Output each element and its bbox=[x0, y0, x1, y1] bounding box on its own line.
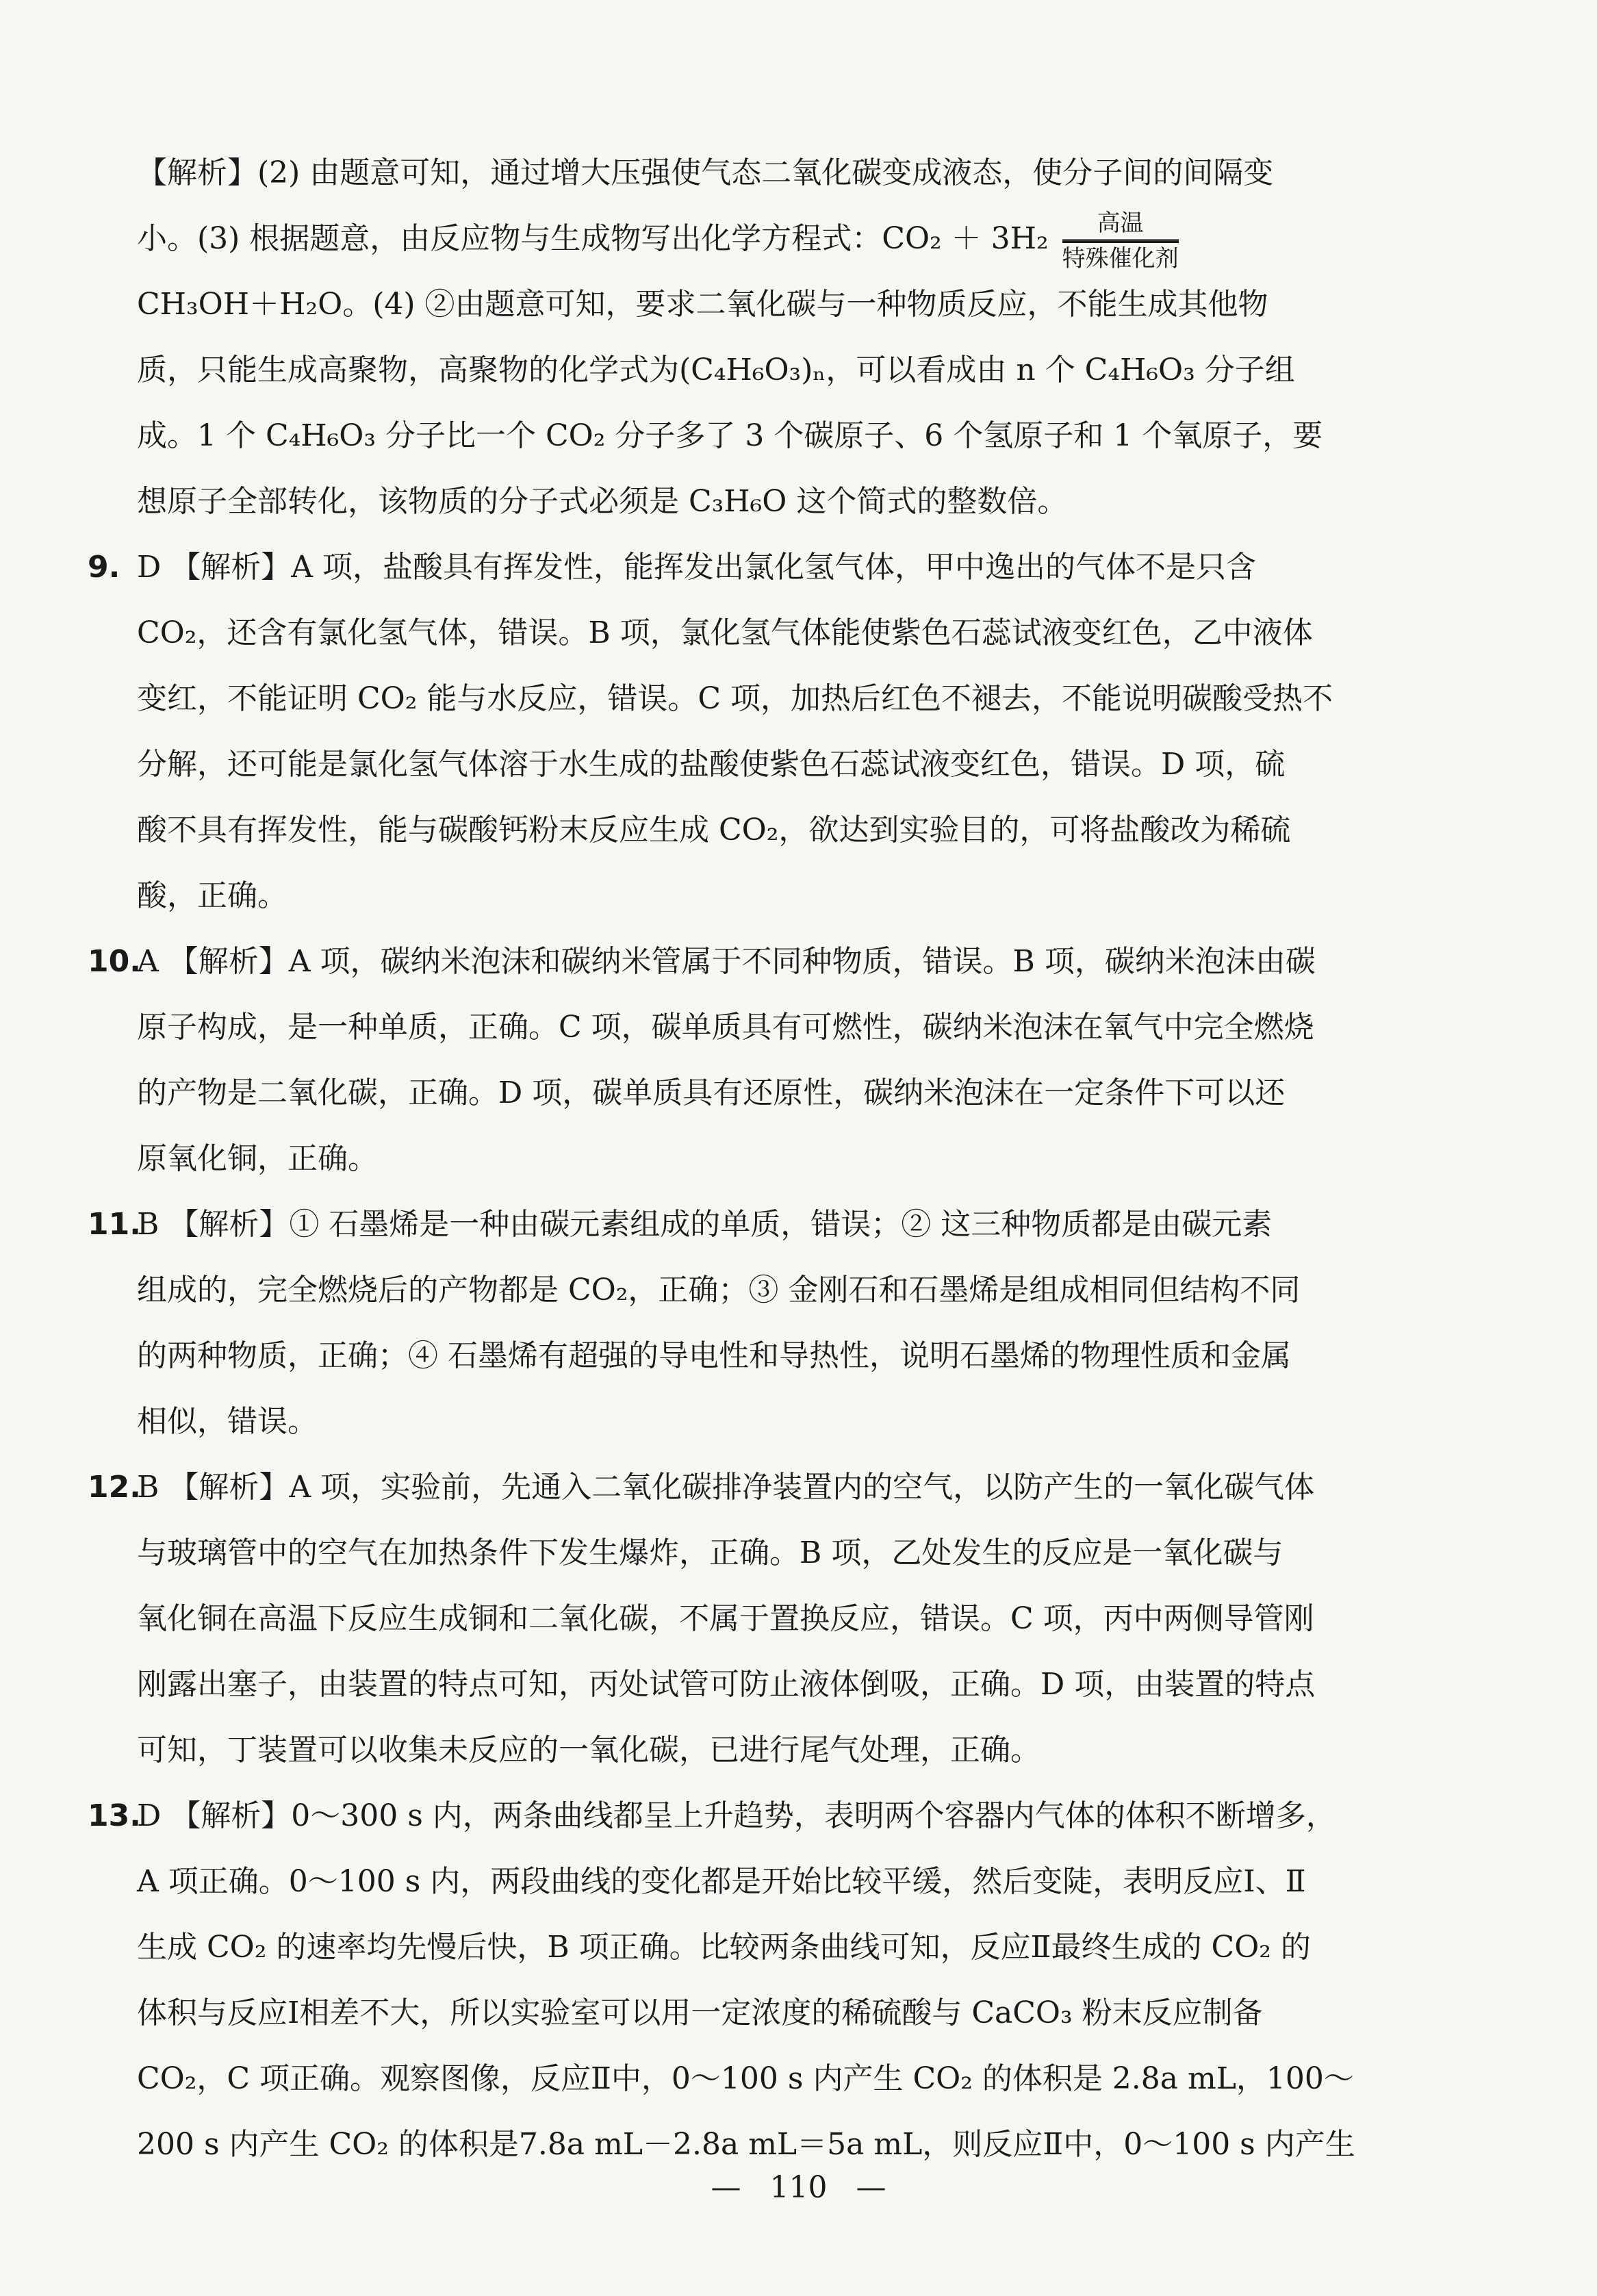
text-line: CH₃OH＋H₂O。(4) ②由题意可知，要求二氧化碳与一种物质反应，不能生成其他物 bbox=[137, 287, 1268, 322]
text-line: 质，只能生成高聚物，高聚物的化学式为(C₄H₆O₃)ₙ，可以看成由 n 个 C₄H₆O₃ 分子组 bbox=[137, 353, 1295, 387]
text-line: 变红，不能证明 CO₂ 能与水反应，错误。C 项，加热后红色不褪去，不能说明碳酸受热不 bbox=[137, 681, 1333, 716]
text-line: 成。1 个 C₄H₆O₃ 分子比一个 CO₂ 分子多了 3 个碳原子、6 个氢原子和 1 个氧原子，要 bbox=[137, 418, 1323, 453]
text-line: 的产物是二氧化碳，正确。D 项，碳单质具有还原性，碳纳米泡沫在一定条件下可以还 bbox=[137, 1075, 1286, 1110]
text-line: 刚露出塞子，由装置的特点可知，丙处试管可防止液体倒吸，正确。D 项，由装置的特点 bbox=[137, 1667, 1316, 1702]
answer-item bbox=[88, 1455, 1369, 1783]
text-line: 酸，正确。 bbox=[137, 878, 288, 913]
text-line: 12. B 【解析】A 项，实验前，先通入二氧化碳排净装置内的空气，以防产生的一氧化碳气体 bbox=[137, 1455, 1369, 1520]
answer-items bbox=[88, 535, 1369, 2178]
answer-item bbox=[88, 929, 1369, 1192]
text-line: 的两种物质，正确；④ 石墨烯有超强的导电性和导热性，说明石墨烯的物理性质和金属 bbox=[137, 1338, 1291, 1373]
question-number: 11. bbox=[88, 1207, 141, 1242]
text-line: 200 s 内产生 CO₂ 的体积是7.8a mL－2.8a mL＝5a mL，则反应Ⅱ中，0～100 s 内产生 bbox=[137, 2127, 1355, 2162]
answer-item bbox=[88, 535, 1369, 929]
text-line: 分解，还可能是氯化氢气体溶于水生成的盐酸使紫色石蕊试液变红色，错误。D 项，硫 bbox=[137, 747, 1286, 782]
text-line: 9. D 【解析】A 项，盐酸具有挥发性，能挥发出氯化氢气体，甲中逸出的气体不是只含 bbox=[137, 535, 1369, 600]
text-line: 原氧化铜，正确。 bbox=[137, 1141, 378, 1176]
question-number: 10. bbox=[88, 944, 141, 979]
text-line: 生成 CO₂ 的速率均先慢后快，B 项正确。比较两条曲线可知，反应Ⅱ最终生成的 CO₂ 的 bbox=[137, 1930, 1311, 1965]
text-line: 想原子全部转化，该物质的分子式必须是 C₃H₆O 这个简式的整数倍。 bbox=[137, 484, 1068, 519]
text-line: CO₂，C 项正确。观察图像，反应Ⅱ中，0～100 s 内产生 CO₂ 的体积是 2.8a mL，100～ bbox=[137, 2061, 1354, 2096]
text-line: 相似，错误。 bbox=[137, 1404, 318, 1439]
text-line: 组成的，完全燃烧后的产物都是 CO₂，正确；③ 金刚石和石墨烯是组成相同但结构不同 bbox=[137, 1273, 1301, 1308]
question-number: 13. bbox=[88, 1798, 141, 1833]
text-line: CO₂，还含有氯化氢气体，错误。B 项，氯化氢气体能使紫色石蕊试液变红色，乙中液体 bbox=[137, 615, 1313, 650]
text-line: 13. D 【解析】0～300 s 内，两条曲线都呈上升趋势，表明两个容器内气体的体积不断增多， bbox=[137, 1783, 1369, 1849]
reaction-condition bbox=[1062, 209, 1179, 272]
paragraph-8-analysis bbox=[137, 140, 1369, 535]
text-line: 可知，丁装置可以收集未反应的一氧化碳，已进行尾气处理，正确。 bbox=[137, 1733, 1040, 1768]
text-line: 原子构成，是一种单质，正确。C 项，碳单质具有可燃性，碳纳米泡沫在氧气中完全燃烧 bbox=[137, 1010, 1314, 1045]
answer-content bbox=[88, 140, 1369, 2178]
condition-bottom: 特殊催化剂 bbox=[1062, 244, 1179, 272]
page-footer: — 110 — bbox=[711, 2170, 886, 2205]
text-line: 与玻璃管中的空气在加热条件下发生爆炸，正确。B 项，乙处发生的反应是一氧化碳与 bbox=[137, 1535, 1283, 1570]
question-number: 9. bbox=[88, 550, 120, 585]
text-line: 【解析】(2) 由题意可知，通过增大压强使气态二氧化碳变成液态，使分子间的间隔变 bbox=[137, 155, 1274, 190]
answer-item bbox=[88, 1783, 1369, 2178]
text-line: A 项正确。0～100 s 内，两段曲线的变化都是开始比较平缓，然后变陡，表明反应Ⅰ、Ⅱ bbox=[137, 1864, 1306, 1899]
text-line: 小。(3) 根据题意，由反应物与生成物写出化学方程式：CO₂ ＋ 3H₂ 高温 特殊催化剂 bbox=[137, 209, 1179, 272]
text-line: 11. B 【解析】① 石墨烯是一种由碳元素组成的单质，错误；② 这三种物质都是由碳元素 bbox=[137, 1192, 1369, 1258]
text-line: 10. A 【解析】A 项，碳纳米泡沫和碳纳米管属于不同种物质，错误。B 项，碳纳米泡沫由碳 bbox=[137, 929, 1369, 995]
text-line: 体积与反应Ⅰ相差不大，所以实验室可以用一定浓度的稀硫酸与 CaCO₃ 粉末反应制备 bbox=[137, 1995, 1263, 2030]
question-number: 12. bbox=[88, 1470, 141, 1505]
page-number: 110 bbox=[769, 2170, 828, 2205]
text-line: 酸不具有挥发性，能与碳酸钙粉末反应生成 CO₂，欲达到实验目的，可将盐酸改为稀硫 bbox=[137, 813, 1291, 847]
text-line: 氧化铜在高温下反应生成铜和二氧化碳，不属于置换反应，错误。C 项，丙中两侧导管刚 bbox=[137, 1601, 1314, 1636]
condition-top: 高温 bbox=[1097, 209, 1144, 237]
answer-item bbox=[88, 1192, 1369, 1455]
